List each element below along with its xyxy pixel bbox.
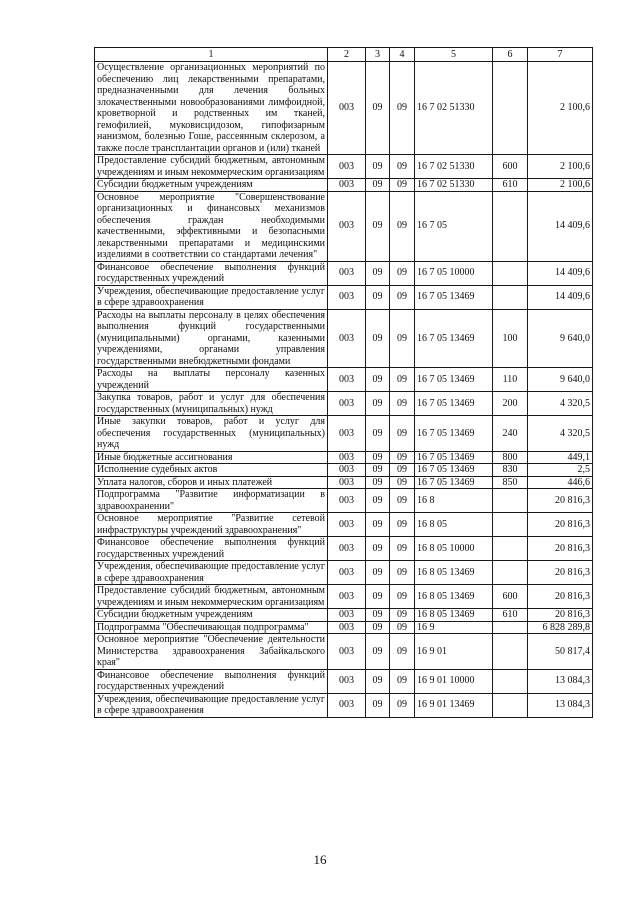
amount: 449,1 (528, 451, 593, 464)
expense-type-code: 850 (493, 476, 528, 489)
table-row (95, 261, 593, 285)
expense-type-code (493, 669, 528, 693)
table-row (95, 416, 593, 452)
expense-type-code: 610 (493, 609, 528, 622)
subsection-code: 09 (390, 285, 415, 309)
target-article-code: 16 7 05 10000 (415, 261, 493, 285)
expense-type-code: 800 (493, 451, 528, 464)
subsection-code: 09 (390, 392, 415, 416)
ministry-code: 003 (328, 368, 366, 392)
ministry-code: 003 (328, 561, 366, 585)
amount: 2 100,6 (528, 179, 593, 192)
amount: 9 640,0 (528, 368, 593, 392)
row-name: Иные бюджетные ассигнования (95, 451, 328, 464)
expense-type-code (493, 62, 528, 155)
row-name: Подпрограмма "Обеспечивающая подпрограмма" (95, 621, 328, 634)
table-row (95, 693, 593, 717)
table-row (95, 476, 593, 489)
row-name: Финансовое обеспечение выполнения функций государственных учреждений (95, 537, 328, 561)
section-code: 09 (366, 191, 390, 261)
amount: 20 816,3 (528, 585, 593, 609)
header-col-6: 6 (493, 48, 528, 62)
target-article-code: 16 7 05 13469 (415, 392, 493, 416)
target-article-code: 16 7 05 13469 (415, 416, 493, 452)
row-name: Расходы на выплаты персоналу казенных учреждений (95, 368, 328, 392)
page-number: 16 (313, 852, 327, 867)
header-row (95, 48, 593, 62)
subsection-code: 09 (390, 609, 415, 622)
amount: 20 816,3 (528, 489, 593, 513)
amount: 6 828 289,8 (528, 621, 593, 634)
target-article-code: 16 7 02 51330 (415, 62, 493, 155)
ministry-code: 003 (328, 537, 366, 561)
expense-type-code: 200 (493, 392, 528, 416)
amount: 20 816,3 (528, 513, 593, 537)
row-name: Учреждения, обеспечивающие предоставление услуг в сфере здравоохранения (95, 693, 328, 717)
expense-type-code (493, 537, 528, 561)
target-article-code: 16 7 05 13469 (415, 309, 493, 368)
subsection-code: 09 (390, 634, 415, 670)
section-code: 09 (366, 464, 390, 477)
row-name: Расходы на выплаты персоналу в целях обеспечения выполнения функций государственными (муниципальными) органами, казенными учреждениями, органами управления государственными внебюджетными фондами (95, 309, 328, 368)
row-name: Учреждения, обеспечивающие предоставление услуг в сфере здравоохранения (95, 561, 328, 585)
table-row (95, 392, 593, 416)
ministry-code: 003 (328, 621, 366, 634)
ministry-code: 003 (328, 451, 366, 464)
table-row (95, 621, 593, 634)
ministry-code: 003 (328, 416, 366, 452)
table-row (95, 62, 593, 155)
target-article-code: 16 8 05 13469 (415, 609, 493, 622)
ministry-code: 003 (328, 464, 366, 477)
expense-type-code: 600 (493, 585, 528, 609)
amount: 20 816,3 (528, 609, 593, 622)
row-name: Предоставление субсидий бюджетным, автономным учреждениям и иным некоммерческим организациям (95, 155, 328, 179)
table-row (95, 179, 593, 192)
amount: 4 320,5 (528, 416, 593, 452)
amount: 2,5 (528, 464, 593, 477)
section-code: 09 (366, 392, 390, 416)
amount: 14 409,6 (528, 285, 593, 309)
row-name: Субсидии бюджетным учреждениям (95, 609, 328, 622)
table-row (95, 368, 593, 392)
amount: 14 409,6 (528, 261, 593, 285)
expense-type-code (493, 621, 528, 634)
subsection-code: 09 (390, 179, 415, 192)
amount: 14 409,6 (528, 191, 593, 261)
ministry-code: 003 (328, 261, 366, 285)
subsection-code: 09 (390, 489, 415, 513)
amount: 20 816,3 (528, 537, 593, 561)
section-code: 09 (366, 62, 390, 155)
amount: 13 084,3 (528, 693, 593, 717)
section-code: 09 (366, 585, 390, 609)
subsection-code: 09 (390, 309, 415, 368)
table-row (95, 309, 593, 368)
row-name: Субсидии бюджетным учреждениям (95, 179, 328, 192)
subsection-code: 09 (390, 451, 415, 464)
header-col-4: 4 (390, 48, 415, 62)
subsection-code: 09 (390, 669, 415, 693)
ministry-code: 003 (328, 285, 366, 309)
expense-type-code: 110 (493, 368, 528, 392)
section-code: 09 (366, 155, 390, 179)
expense-type-code (493, 693, 528, 717)
ministry-code: 003 (328, 191, 366, 261)
ministry-code: 003 (328, 309, 366, 368)
row-name: Финансовое обеспечение выполнения функций государственных учреждений (95, 261, 328, 285)
budget-table (94, 47, 593, 718)
row-name: Осуществление организационных мероприятий по обеспечению лиц лекарственными препаратами, предназначенными для лечения больных злокачественными новообразованиями лимфоидной, кроветворной и родственных им тканей, гемофилией, муковисцидозом, гипофизарным нанизмом, болезнью Гоше, рассеянным склерозом, а также после трансплантации органов и (или) тканей (95, 62, 328, 155)
table-row (95, 451, 593, 464)
row-name: Иные закупки товаров, работ и услуг для обеспечения государственных (муниципальных) нужд (95, 416, 328, 452)
row-name: Предоставление субсидий бюджетным, автономным учреждениям и иным некоммерческим организациям (95, 585, 328, 609)
ministry-code: 003 (328, 179, 366, 192)
section-code: 09 (366, 309, 390, 368)
ministry-code: 003 (328, 634, 366, 670)
expense-type-code (493, 285, 528, 309)
header-col-1: 1 (95, 48, 328, 62)
section-code: 09 (366, 285, 390, 309)
subsection-code: 09 (390, 585, 415, 609)
subsection-code: 09 (390, 476, 415, 489)
table-row (95, 464, 593, 477)
subsection-code: 09 (390, 513, 415, 537)
amount: 2 100,6 (528, 155, 593, 179)
amount: 446,6 (528, 476, 593, 489)
target-article-code: 16 7 05 13469 (415, 464, 493, 477)
target-article-code: 16 7 05 13469 (415, 368, 493, 392)
expense-type-code (493, 261, 528, 285)
table-row (95, 513, 593, 537)
section-code: 09 (366, 451, 390, 464)
ministry-code: 003 (328, 669, 366, 693)
subsection-code: 09 (390, 62, 415, 155)
expense-type-code (493, 634, 528, 670)
subsection-code: 09 (390, 621, 415, 634)
amount: 20 816,3 (528, 561, 593, 585)
target-article-code: 16 8 (415, 489, 493, 513)
expense-type-code: 610 (493, 179, 528, 192)
header-col-5: 5 (415, 48, 493, 62)
table-row (95, 669, 593, 693)
section-code: 09 (366, 476, 390, 489)
row-name: Основное мероприятие "Обеспечение деятельности Министерства здравоохранения Забайкальского края" (95, 634, 328, 670)
ministry-code: 003 (328, 489, 366, 513)
target-article-code: 16 8 05 10000 (415, 537, 493, 561)
subsection-code: 09 (390, 155, 415, 179)
section-code: 09 (366, 179, 390, 192)
expense-type-code (493, 191, 528, 261)
table-row (95, 285, 593, 309)
table-row (95, 561, 593, 585)
target-article-code: 16 7 05 13469 (415, 476, 493, 489)
subsection-code: 09 (390, 537, 415, 561)
table-header (95, 48, 593, 62)
section-code: 09 (366, 609, 390, 622)
target-article-code: 16 8 05 13469 (415, 585, 493, 609)
section-code: 09 (366, 261, 390, 285)
expense-type-code (493, 513, 528, 537)
target-article-code: 16 7 02 51330 (415, 179, 493, 192)
target-article-code: 16 7 05 13469 (415, 285, 493, 309)
subsection-code: 09 (390, 261, 415, 285)
table-row (95, 155, 593, 179)
table-row (95, 634, 593, 670)
section-code: 09 (366, 634, 390, 670)
section-code: 09 (366, 368, 390, 392)
ministry-code: 003 (328, 62, 366, 155)
ministry-code: 003 (328, 693, 366, 717)
subsection-code: 09 (390, 464, 415, 477)
table-row (95, 489, 593, 513)
header-col-7: 7 (528, 48, 593, 62)
expense-type-code (493, 561, 528, 585)
ministry-code: 003 (328, 155, 366, 179)
subsection-code: 09 (390, 693, 415, 717)
table-row (95, 537, 593, 561)
section-code: 09 (366, 489, 390, 513)
expense-type-code: 600 (493, 155, 528, 179)
ministry-code: 003 (328, 392, 366, 416)
amount: 2 100,6 (528, 62, 593, 155)
table-row (95, 609, 593, 622)
ministry-code: 003 (328, 476, 366, 489)
row-name: Финансовое обеспечение выполнения функций государственных учреждений (95, 669, 328, 693)
row-name: Учреждения, обеспечивающие предоставление услуг в сфере здравоохранения (95, 285, 328, 309)
header-col-2: 2 (328, 48, 366, 62)
section-code: 09 (366, 669, 390, 693)
section-code: 09 (366, 416, 390, 452)
expense-type-code: 240 (493, 416, 528, 452)
target-article-code: 16 8 05 13469 (415, 561, 493, 585)
ministry-code: 003 (328, 585, 366, 609)
section-code: 09 (366, 513, 390, 537)
section-code: 09 (366, 561, 390, 585)
subsection-code: 09 (390, 191, 415, 261)
expense-type-code (493, 489, 528, 513)
table-row (95, 585, 593, 609)
row-name: Основное мероприятие "Развитие сетевой инфраструктуры учреждений здравоохранения" (95, 513, 328, 537)
target-article-code: 16 9 01 (415, 634, 493, 670)
target-article-code: 16 7 05 (415, 191, 493, 261)
target-article-code: 16 7 02 51330 (415, 155, 493, 179)
amount: 9 640,0 (528, 309, 593, 368)
expense-type-code: 830 (493, 464, 528, 477)
table-body (95, 62, 593, 718)
section-code: 09 (366, 537, 390, 561)
target-article-code: 16 9 (415, 621, 493, 634)
table-row (95, 191, 593, 261)
subsection-code: 09 (390, 368, 415, 392)
ministry-code: 003 (328, 609, 366, 622)
section-code: 09 (366, 621, 390, 634)
header-col-3: 3 (366, 48, 390, 62)
row-name: Основное мероприятие "Совершенствование организационных и финансовых механизмов обеспечения граждан необходимыми качественными, эффективными и безопасными лекарственными препаратами и медицинскими изделиями в соответствии со стандартами лечения" (95, 191, 328, 261)
target-article-code: 16 7 05 13469 (415, 451, 493, 464)
row-name: Исполнение судебных актов (95, 464, 328, 477)
row-name: Подпрограмма "Развитие информатизации в здравоохранении" (95, 489, 328, 513)
subsection-code: 09 (390, 416, 415, 452)
amount: 50 817,4 (528, 634, 593, 670)
ministry-code: 003 (328, 513, 366, 537)
target-article-code: 16 9 01 13469 (415, 693, 493, 717)
target-article-code: 16 8 05 (415, 513, 493, 537)
expense-type-code: 100 (493, 309, 528, 368)
amount: 4 320,5 (528, 392, 593, 416)
subsection-code: 09 (390, 561, 415, 585)
target-article-code: 16 9 01 10000 (415, 669, 493, 693)
row-name: Закупка товаров, работ и услуг для обеспечения государственных (муниципальных) нужд (95, 392, 328, 416)
amount: 13 084,3 (528, 669, 593, 693)
row-name: Уплата налогов, сборов и иных платежей (95, 476, 328, 489)
section-code: 09 (366, 693, 390, 717)
